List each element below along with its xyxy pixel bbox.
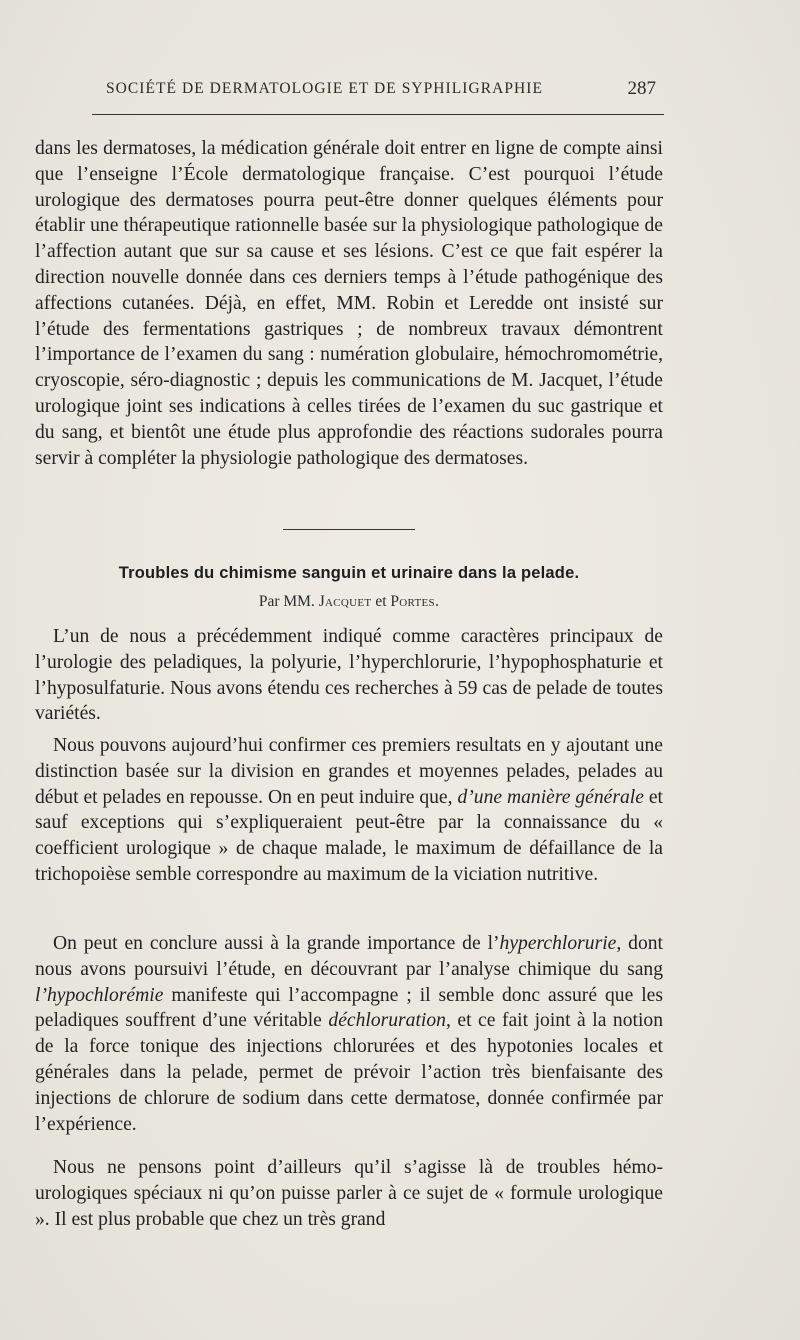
intro-paragraph-text: dans les dermatoses, la médication générale doit entrer en ligne de compte ainsi que l’enseigne l’École dermatologique française. C’est pourquoi l’étude urologique des dermatoses pourra peut-être donner quelques éléments pour établir une thérapeutique rationnelle basée sur la physiologique pathologique de l’affection autant que sur sa cause et ses lésions. C’est ce que fait espérer la direction nouvelle donnée dans ces derniers temps à l’étude pathogénique des affections cutanées. Déjà, en effet, MM. Robin et Leredde ont insisté sur l’étude des fermentations gastriques ; de nombreux travaux démontrent l’importance de l’examen du sang : numération globulaire, hémochromométrie, cryoscopie, séro-diagnostic ; depuis les communications de M. Jacquet, l’étude urologique joint ses indications à celles tirées de l’examen du suc gastrique et du sang, et bientôt une étude plus approfondie des réactions sudorales pourra servir à compléter la physiologie pathologique des dermatoses. <box>35 138 663 469</box>
byline-prefix: Par MM. <box>258 593 315 610</box>
p3-italic-phrase: d’une manière générale <box>457 786 644 808</box>
page-number: 287 <box>627 78 656 99</box>
body-paragraph-1 <box>35 624 663 727</box>
running-title: SOCIÉTÉ DE DERMATOLOGIE ET DE SYPHILIGRAPHIE <box>106 80 543 97</box>
running-head <box>92 78 662 102</box>
p4-italic-hyperchlorurie: hyperchlorurie <box>499 933 617 954</box>
body-paragraph-3-text <box>35 931 663 1137</box>
author-portes: Portes. <box>390 593 440 610</box>
p4-segment-3: manifeste qui l’accompagne ; il semble donc assuré que les peladiques souffrent d’une véritable <box>35 984 663 1032</box>
body-paragraph-4-text: Nous ne pensons point d’ailleurs qu’il s’agisse là de troubles hémo-urologiques spéciaux ni qu’on puisse parler à ce sujet de « formule urologique ». Il est plus probable que chez un très grand <box>35 1157 663 1230</box>
body-paragraph-3 <box>35 931 663 1137</box>
body-paragraph-1-text: L’un de nous a précédemment indiqué comme caractères principaux de l’urologie des peladiques, la polyurie, l’hyperchlorurie, l’hypophosphaturie et l’hyposulfaturie. Nous avons étendu ces recherches à 59 cas de pelade de toutes variétés. <box>35 626 663 725</box>
p4-italic-dechloruration: déchloruration <box>328 1010 446 1032</box>
p3-segment-1: Nous pouvons aujourd’hui confirmer ces premiers resultats en y ajoutant une distinction basée sur la division en grandes et moyennes pelades, pelades au début et pelades en repousse. On en peut induire que, <box>35 735 663 808</box>
byline-conjunction: et <box>375 593 387 610</box>
p4-segment-1: On peut en conclure aussi à la grande importance de l’ <box>53 933 500 954</box>
header-rule <box>92 114 664 115</box>
body-paragraph-2 <box>35 733 663 888</box>
p4-segment-2: , dont nous avons poursuivi l’étude, en découvrant par l’analyse chimique du sang <box>35 933 663 980</box>
p4-segment-4: , et ce fait joint à la notion de la force tonique des injections chlorurées et des hypotonies locales et générales dans la pelade, permet de prévoir l’action très bienfaisante des injections de chlorure de sodium dans cette dermatose, donnée confirmée par l’expérience. <box>35 1010 663 1135</box>
author-jacquet: Jacquet <box>318 593 372 610</box>
p3-segment-2: et sauf exceptions qui s’expliqueraient peut-être par la connaissance du « coefficient urologique » de chaque malade, le maximum de défaillance de la trichopoièse semble correspondre au maximum de la viciation nutritive. <box>35 786 663 885</box>
article-byline <box>35 593 663 611</box>
section-divider <box>283 529 415 530</box>
article-title: Troubles du chimisme sanguin et urinaire dans la pelade. <box>118 564 580 582</box>
body-paragraph-2-text <box>35 733 663 888</box>
body-paragraph-4 <box>35 1155 663 1232</box>
p4-italic-hypochloremie: l’hypochlorémie <box>35 984 164 1006</box>
intro-paragraph <box>35 136 663 471</box>
